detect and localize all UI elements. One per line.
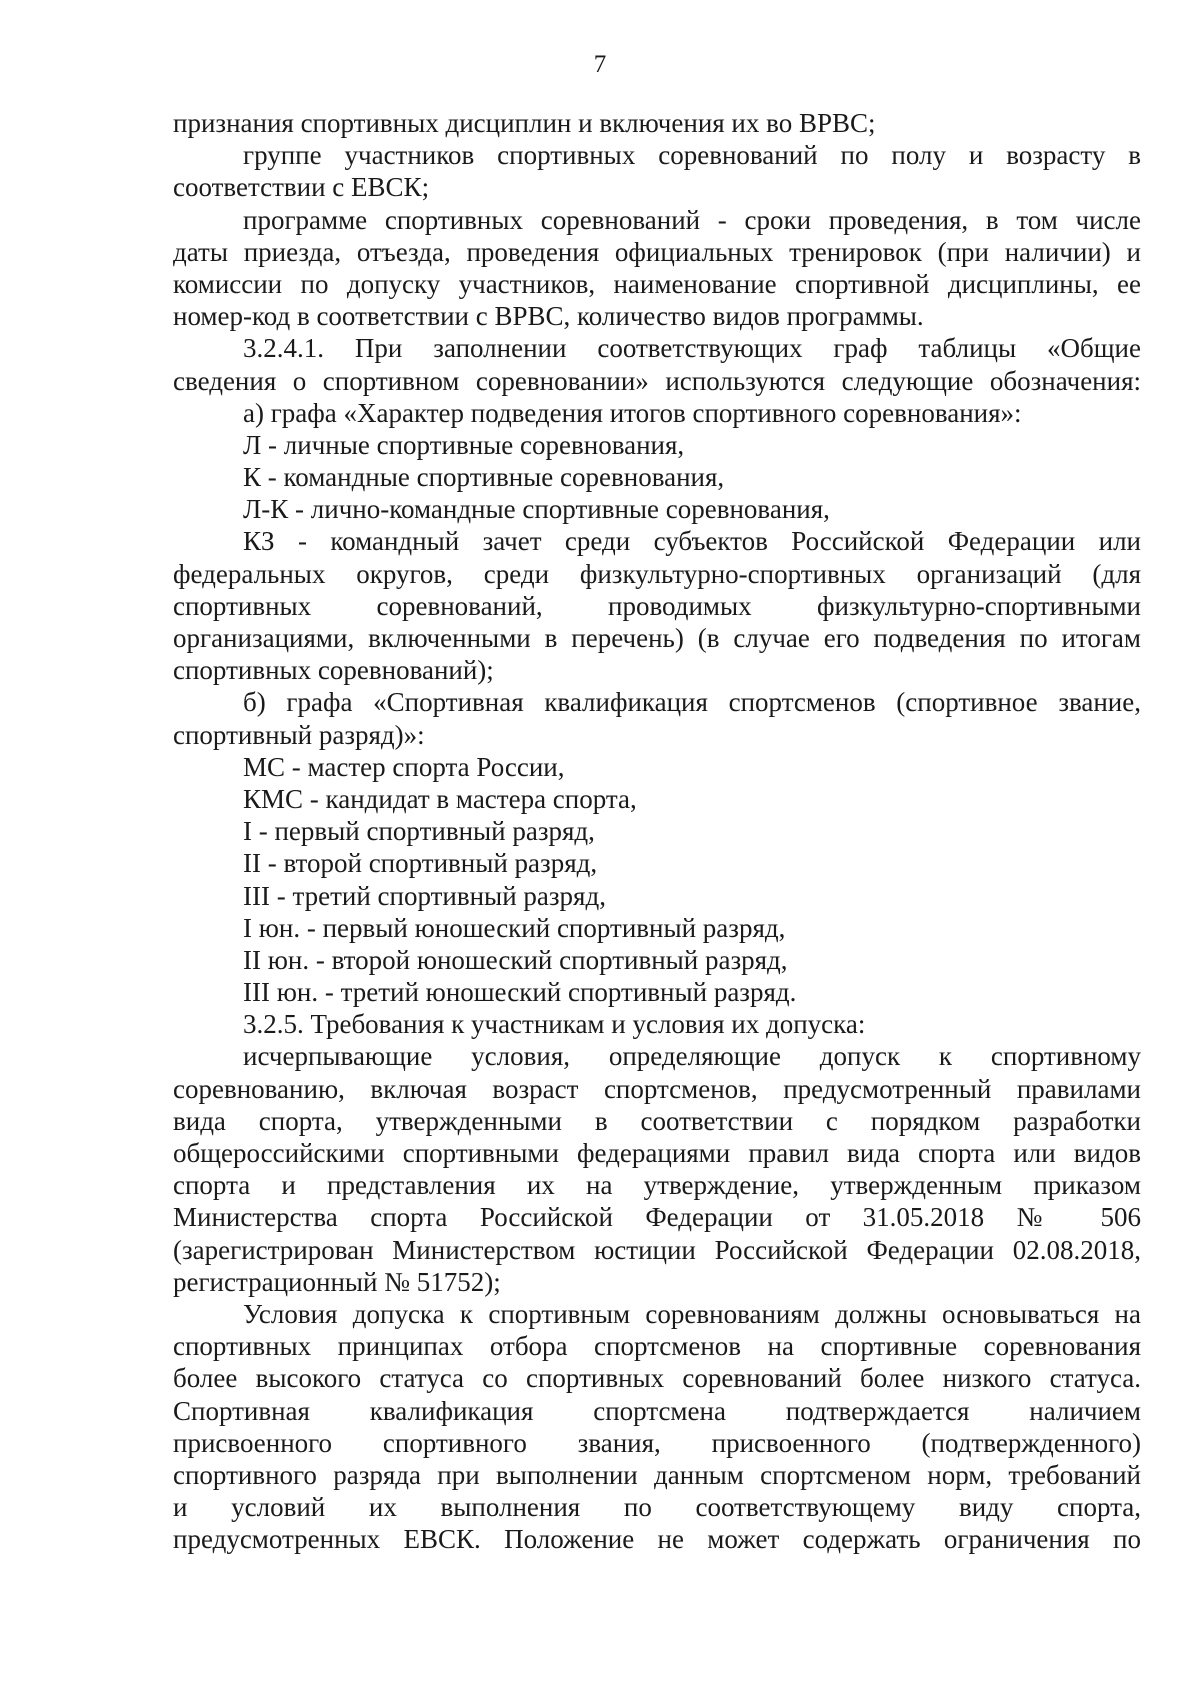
text-line: сведения о спортивном соревновании» используются следующие обозначения: [173,365,1141,396]
text-line: КМС - кандидат в мастера спорта, [243,783,637,814]
text-line: Л - личные спортивные соревнования, [243,429,685,460]
text-line: спортивный разряд)»: [173,719,425,750]
text-line: организациями, включенными в перечень) (в случае его подведения по итогам [173,623,1141,653]
text-line: спорта и представления их на утверждение, утвержденным приказом [173,1170,1141,1201]
text-line: II - второй спортивный разряд, [243,848,598,879]
text-line: I юн. - первый юношеский спортивный разряд, [243,912,786,943]
text-line: федеральных округов, среди физкультурно-спортивных организаций (для [173,558,1141,589]
text-line: даты приезда, отъезда, проведения официальных тренировок (при наличии) и [173,236,1141,267]
text-line: вида спорта, утвержденными в соответствии с порядком разработки [173,1105,1141,1136]
text-line: спортивных соревнований, проводимых физкультурно-спортивными [173,590,1141,621]
text-line: соответствии с ЕВСК; [173,172,430,203]
text-line: К - командные спортивные соревнования, [243,462,725,493]
text-line: спортивного разряда при выполнении данным спортсменом норм, требований [173,1459,1141,1490]
text-line: общероссийскими спортивными федерациями правил вида спорта или видов [173,1138,1141,1168]
text-line: спортивных соревнований); [173,655,494,686]
text-line: Л-К - лично-командные спортивные соревнования, [243,494,830,525]
text-line: более высокого статуса со спортивных соревнований более низкого статуса. [173,1363,1141,1394]
text-line: группе участников спортивных соревнований по полу и возрасту в [243,140,1141,171]
text-line: Условия допуска к спортивным соревнованиям должны основываться на [243,1298,1141,1329]
text-line: (зарегистрирован Министерством юстиции Российской Федерации 02.08.2018, [173,1234,1141,1265]
text-line: соревнованию, включая возраст спортсменов, предусмотренный правилами [173,1073,1141,1104]
text-line: предусмотренных ЕВСК. Положение не может содержать ограничения по [173,1524,1141,1555]
text-line: КЗ - командный зачет среди субъектов Российской Федерации или [243,526,1141,557]
document-body [173,107,1141,1555]
text-line: III юн. - третий юношеский спортивный разряд. [243,977,797,1008]
text-line: комиссии по допуску участников, наименование спортивной дисциплины, ее [173,268,1141,299]
text-line: б) графа «Спортивная квалификация спортсменов (спортивное звание, [243,687,1141,718]
text-line: Министерства спорта Российской Федерации от 31.05.2018 № 506 [173,1202,1141,1233]
text-line: присвоенного спортивного звания, присвоенного (подтвержденного) [173,1427,1141,1458]
text-line: а) графа «Характер подведения итогов спортивного соревнования»: [243,397,1022,428]
text-line: 3.2.5. Требования к участникам и условия их допуска: [243,1009,866,1040]
text-line: I - первый спортивный разряд, [243,816,595,847]
page-number: 7 [593,51,607,78]
text-line: II юн. - второй юношеский спортивный разряд, [243,944,788,975]
text-line: признания спортивных дисциплин и включения их во ВРВС; [173,108,876,138]
text-line: программе спортивных соревнований - сроки проведения, в том числе [243,204,1141,235]
text-line: Спортивная квалификация спортсмена подтверждается наличием [173,1395,1141,1426]
text-line: регистрационный № 51752); [173,1266,501,1297]
text-line: номер-код в соответствии с ВРВС, количество видов программы. [173,301,924,332]
text-line: исчерпывающие условия, определяющие допуск к спортивному [243,1041,1141,1072]
text-line: спортивных принципах отбора спортсменов на спортивные соревнования [173,1331,1141,1362]
text-line: 3.2.4.1. При заполнении соответствующих граф таблицы «Общие [243,333,1141,364]
text-line: и условий их выполнения по соответствующему виду спорта, [173,1492,1141,1523]
text-line: МС - мастер спорта России, [243,751,565,782]
text-line: III - третий спортивный разряд, [243,880,606,911]
